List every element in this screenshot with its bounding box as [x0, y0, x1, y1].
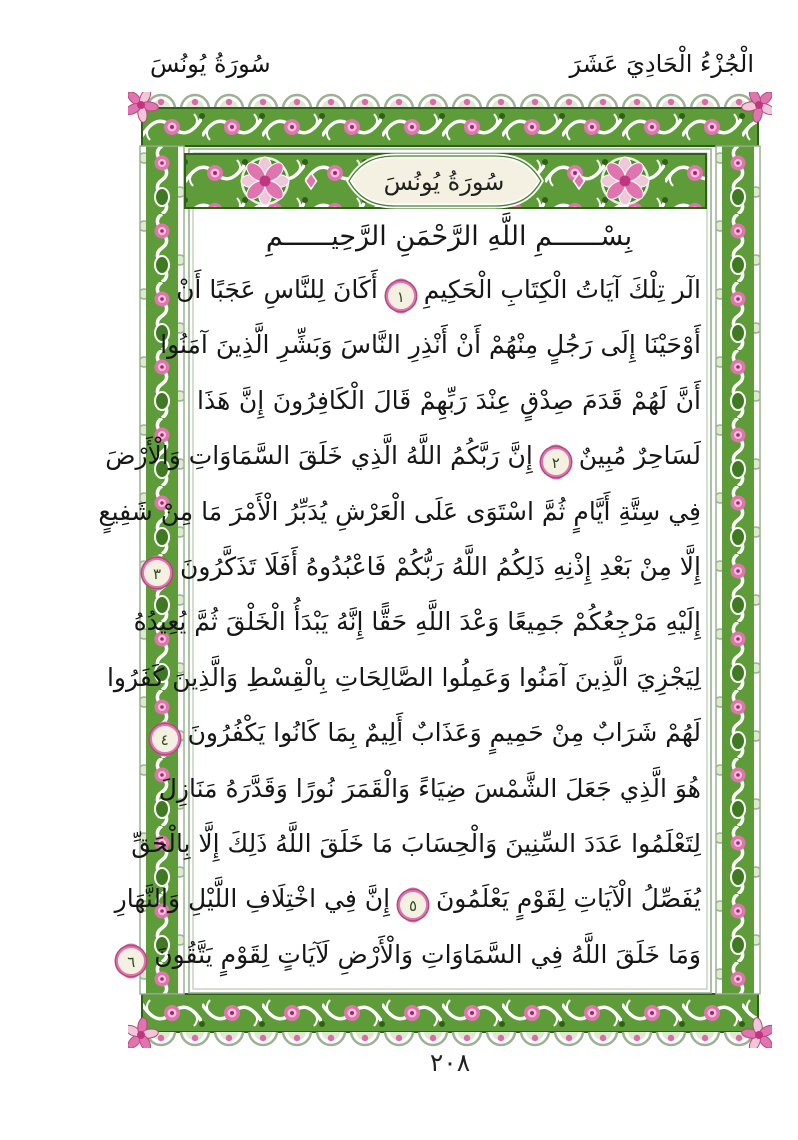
- surah-header-label: سُورَةُ يُونُسَ: [150, 50, 271, 78]
- quran-text-segment: يُفَصِّلُ الْآيَاتِ لِقَوْمٍ يَعْلَمُونَ: [435, 884, 701, 914]
- quran-text-segment: إِنَّ فِي اخْتِلَافِ اللَّيْلِ وَالنَّهَارِ: [114, 884, 391, 914]
- juz-header-label: الْجُزْءُ الْحَادِيَ عَشَرَ: [569, 50, 754, 78]
- ayah-end-medallion: ٥: [398, 890, 428, 920]
- ayah-end-medallion: ٤: [150, 724, 180, 754]
- quran-text-segment: أَكَانَ لِلنَّاسِ عَجَبًا أَنْ: [176, 275, 378, 304]
- ayah-end-medallion: ٣: [142, 558, 172, 588]
- quran-line: [158, 761, 701, 816]
- quran-text-segment: وَمَا خَلَقَ اللَّهُ فِي السَّمَاوَاتِ وَالْأَرْضِ لَآيَاتٍ لِقَوْمٍ يَتَّقُونَ: [154, 939, 701, 969]
- quran-text-segment: فِي سِتَّةِ أَيَّامٍ ثُمَّ اسْتَوَى عَلَى الْعَرْشِ يُدَبِّرُ الْأَمْرَ مَا مِنْ شَفِيعٍ: [98, 496, 701, 526]
- quran-line: [131, 816, 701, 871]
- quran-text-segment: إِنَّ رَبَّكُمُ اللَّهُ الَّذِي خَلَقَ السَّمَاوَاتِ وَالْأَرْضَ: [105, 441, 533, 471]
- bottom-ornament-band: [142, 994, 758, 1032]
- ayah-end-medallion: ٦: [116, 946, 146, 976]
- top-ornament-band: [142, 108, 758, 146]
- quran-text-segment: الٓر تِلْكَ آيَاتُ الْكِتَابِ الْحَكِيمِ: [423, 275, 701, 304]
- quran-text-segment: أَوْحَيْنَا إِلَى رَجُلٍ مِنْهُمْ أَنْ أَنْذِرِ النَّاسَ وَبَشِّرِ الَّذِينَ آمَنُوا: [160, 330, 701, 360]
- quran-text-segment: لَهُمْ شَرَابٌ مِنْ حَمِيمٍ وَعَذَابٌ أَلِيمٌ بِمَا كَانُوا يَكْفُرُونَ: [187, 718, 701, 748]
- quran-line: [176, 262, 701, 317]
- bottom-scallop-edge: [144, 1032, 756, 1048]
- quran-text-segment: لِيَجْزِيَ الَّذِينَ آمَنُوا وَعَمِلُوا الصَّالِحَاتِ بِالْقِسْطِ وَالَّذِينَ كَفَرُوا: [106, 662, 701, 692]
- top-scallop-edge: [144, 92, 756, 108]
- quran-line: [127, 927, 701, 982]
- quran-text-segment: لِتَعْلَمُوا عَدَدَ السِّنِينَ وَالْحِسَابَ مَا خَلَقَ اللَّهُ ذَلِكَ إِلَّا بِالْحَقِّ: [131, 828, 701, 858]
- surah-title-text: سُورَةُ يُونُسَ: [383, 168, 505, 196]
- quran-line: [98, 484, 701, 539]
- quran-line: [153, 539, 701, 594]
- quran-line: [105, 428, 701, 483]
- quran-line: [133, 594, 701, 649]
- quran-line: [160, 317, 701, 372]
- right-vine-border: [716, 146, 760, 994]
- quran-line: [160, 705, 701, 760]
- quran-text-block: [98, 262, 701, 982]
- ayah-end-medallion: ٢: [541, 447, 571, 477]
- quran-text-segment: هُوَ الَّذِي جَعَلَ الشَّمْسَ ضِيَاءً وَالْقَمَرَ نُورًا وَقَدَّرَهُ مَنَازِلَ: [158, 773, 701, 803]
- bismillah-text: بِسْــــــمِ اللَّهِ الرَّحْمَنِ الرَّحِيــــــمِ: [265, 221, 633, 252]
- quran-line: [197, 373, 701, 428]
- quran-text-segment: لَسَاحِرٌ مُبِينٌ: [578, 441, 701, 471]
- page-number: ٢٠٨: [429, 1048, 471, 1077]
- quran-text-segment: إِلَّا مِنْ بَعْدِ إِذْنِهِ ذَلِكُمُ اللَّهُ رَبُّكُمْ فَاعْبُدُوهُ أَفَلَا تَذَكَّرُونَ: [180, 551, 701, 581]
- ayah-end-medallion: ١: [386, 281, 416, 311]
- quran-text-segment: أَنَّ لَهُمْ قَدَمَ صِدْقٍ عِنْدَ رَبِّهِمْ قَالَ الْكَافِرُونَ إِنَّ هَذَا: [197, 385, 701, 415]
- quran-text-segment: إِلَيْهِ مَرْجِعُكُمْ جَمِيعًا وَعْدَ اللَّهِ حَقًّا إِنَّهُ يَبْدَأُ الْخَلْقَ ثُمَّ يُعِيدُهُ: [133, 607, 701, 637]
- quran-line: [106, 650, 701, 705]
- quran-line: [114, 871, 701, 926]
